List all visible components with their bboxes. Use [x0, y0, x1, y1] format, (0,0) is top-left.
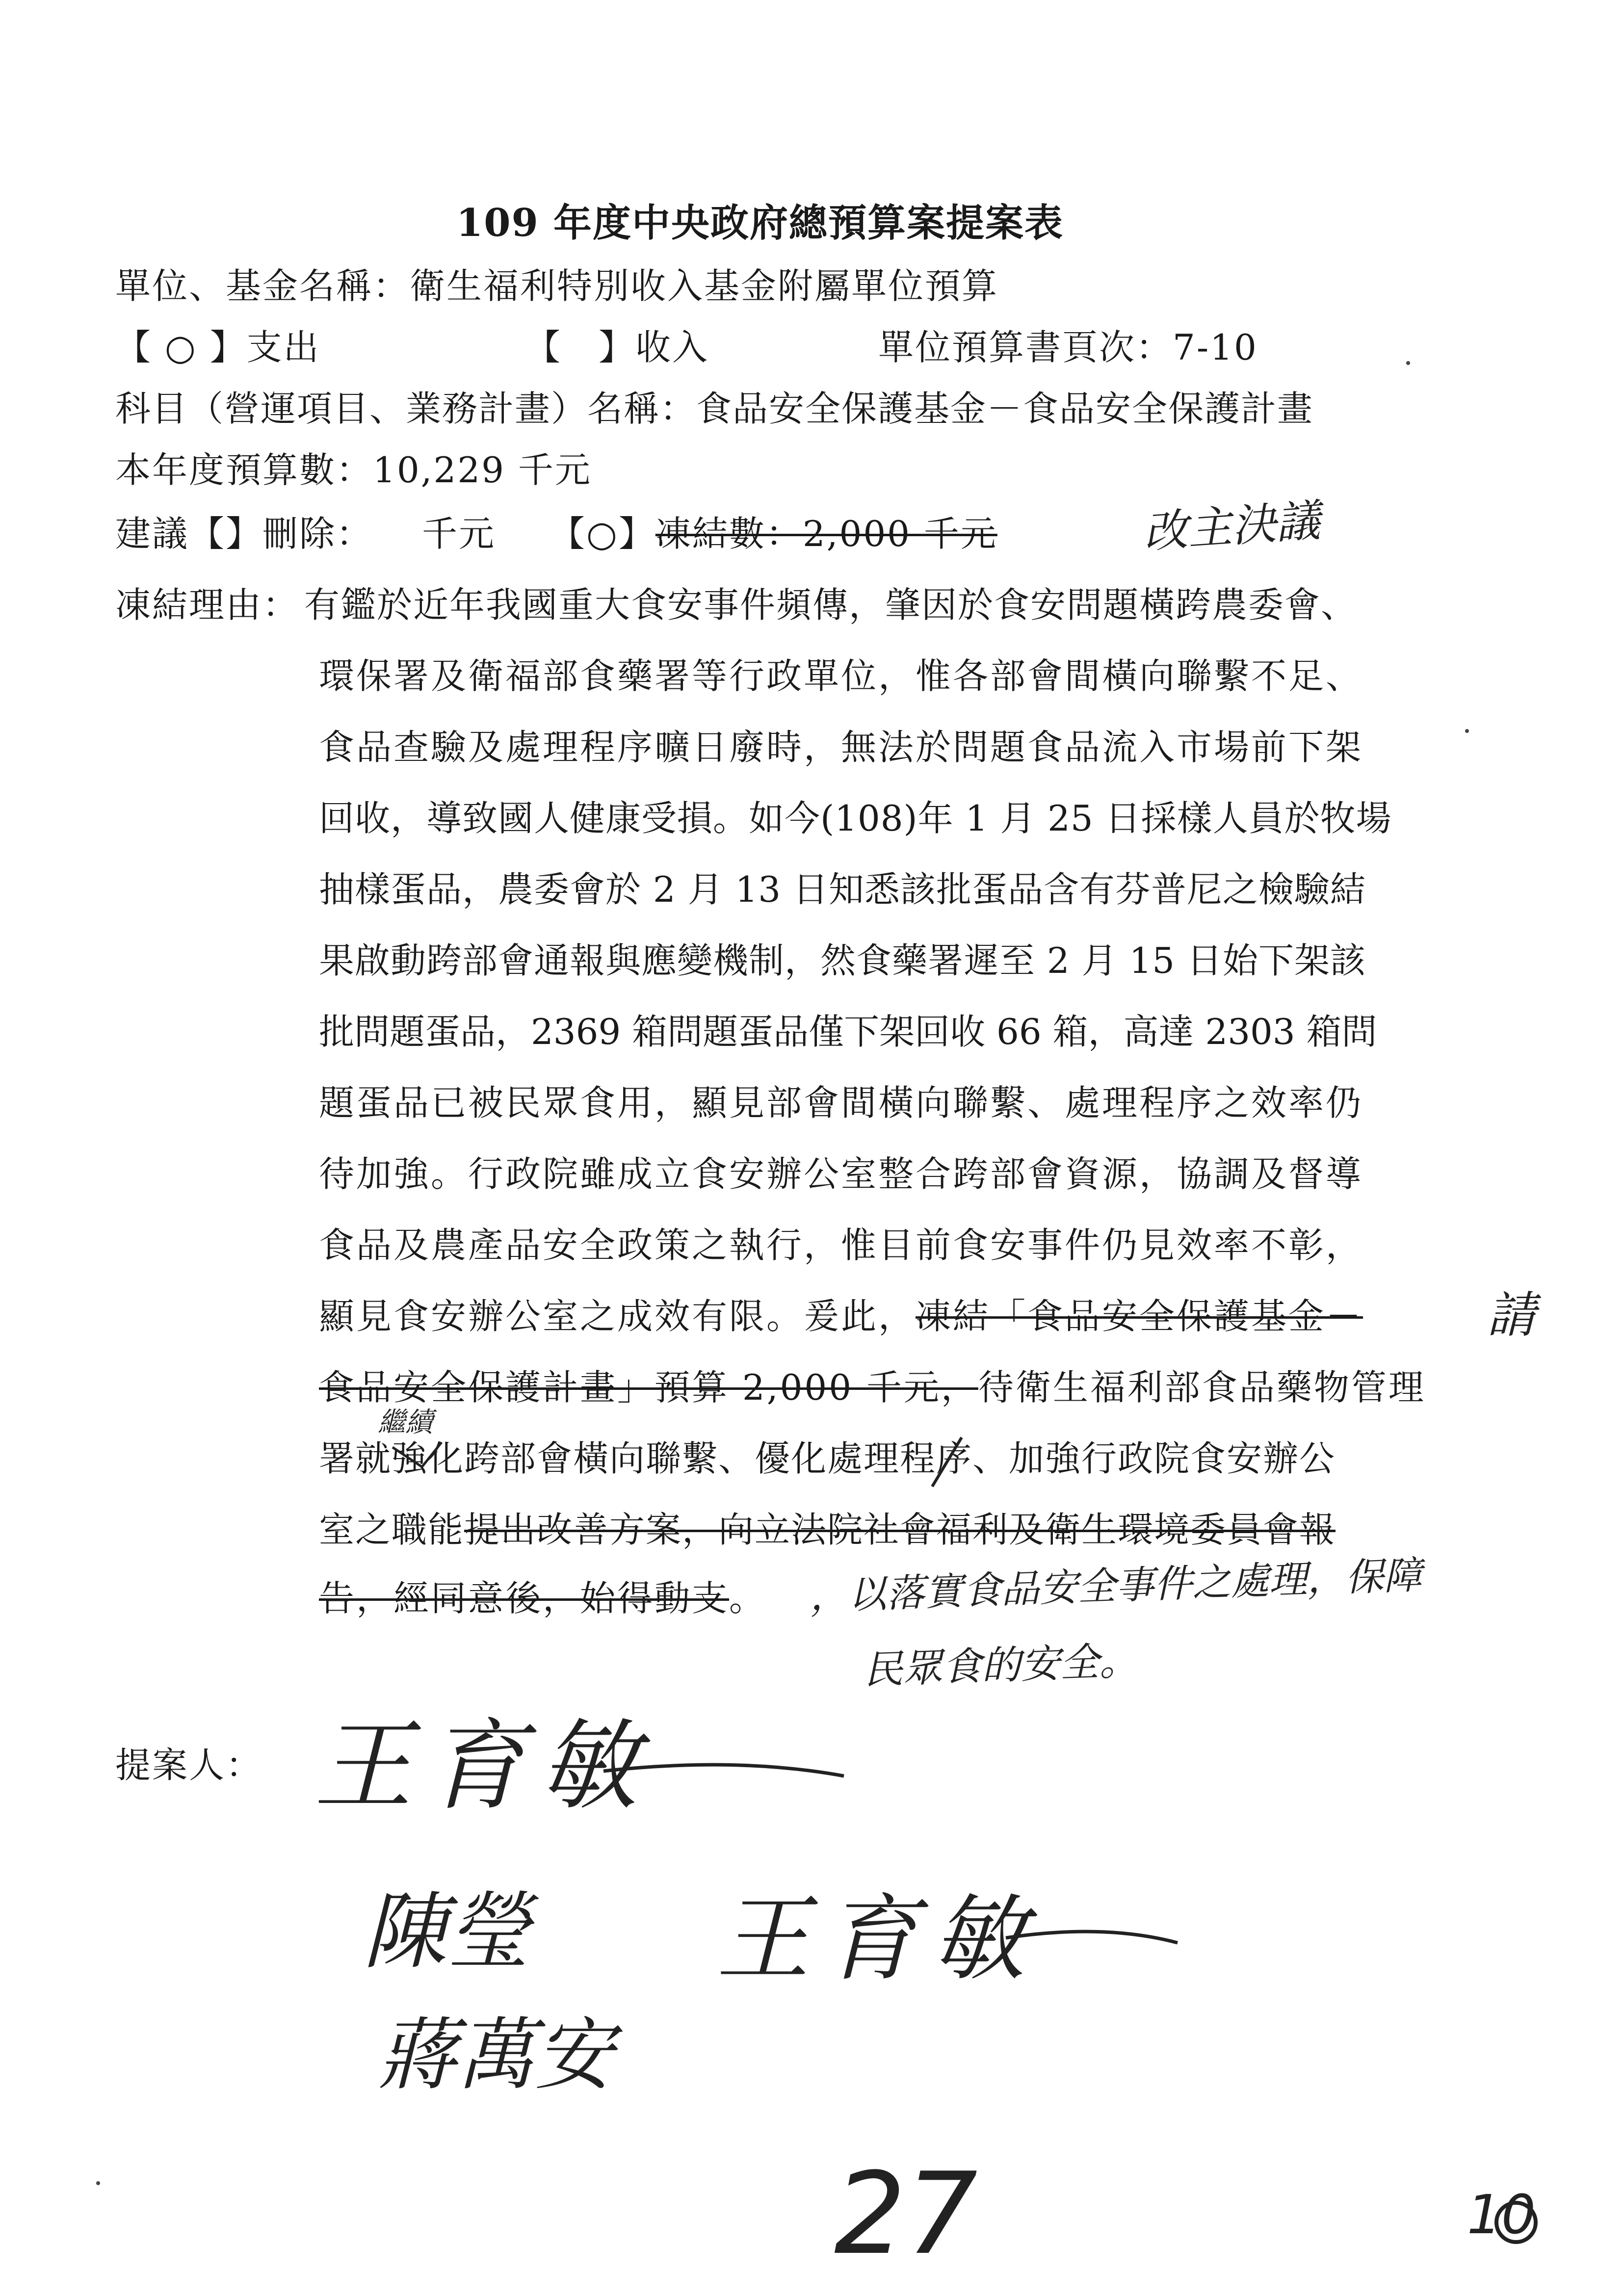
reason-text: 待衛生福利部食品藥物管理 [978, 1367, 1426, 1408]
signature: 蔣萬安 [378, 2009, 614, 2101]
signature: 王育敏 [716, 1885, 1041, 1993]
signature: 陳瑩 [363, 1883, 530, 1981]
reason-label: 凍結理由： [115, 584, 300, 626]
struck-text: 告，經同意後，始得動支 [319, 1578, 730, 1619]
expense-box: 【 ○ 】 [115, 327, 247, 368]
signature: 王育敏 [314, 1709, 653, 1824]
subject-value: 食品安全保護基金－食品安全保護計畫 [696, 388, 1314, 429]
corner-page-number: 10 [1467, 2183, 1536, 2246]
subject-label: 科目（營運項目、業務計畫）名稱： [115, 388, 697, 429]
handwritten-insert-note: 請 [1487, 1286, 1536, 1344]
budget-page-label: 單位預算書頁次： [878, 327, 1173, 368]
handwritten-resolution-note: 改主決議 [1142, 495, 1322, 559]
scan-speck [1406, 361, 1410, 365]
insertion-caret [393, 1442, 442, 1467]
reason-text: 顯見食安辦公室之成效有限。爰此， [319, 1296, 916, 1337]
freeze-amount-struck: 凍結數：2,000 千元 [655, 513, 997, 554]
proposer-label: 提案人： [115, 1745, 263, 1786]
budget-label: 本年度預算數： [115, 449, 373, 491]
reason-line: 抽樣蛋品，農委會於 2 月 13 日知悉該批蛋品含有芬普尼之檢驗結 [319, 869, 1366, 910]
page-title: 109 年度中央政府總預算案提案表 [456, 201, 1064, 245]
signature-flourish [603, 1765, 844, 1776]
reason-line: 回收，導致國人健康受損。如今(108)年 1 月 25 日採樣人員於牧場 [319, 798, 1392, 839]
expense-label: 支出 [246, 327, 320, 368]
delete-box: 【】 [189, 513, 263, 554]
struck-text: 凍結「食品安全保護基金－ [916, 1296, 1363, 1337]
reason-line: 署就強化跨部會橫向聯繫、優化處理程序、加強行政院食安辦公 [319, 1438, 1336, 1479]
scan-speck [96, 2181, 100, 2185]
reason-line: 題蛋品已被民眾食用，顯見部會間橫向聯繫、處理程序之效率仍 [319, 1082, 1363, 1123]
income-label: 收入 [635, 327, 709, 368]
struck-text: 食品安全保護計畫」預算 2,000 千元， [319, 1367, 978, 1408]
freeze-box: 【○】 [550, 513, 655, 554]
reason-text: 。 [729, 1578, 767, 1619]
reason-text: 室之職能 [319, 1509, 465, 1550]
reason-line: 食品查驗及處理程序曠日廢時，無法於問題食品流入市場前下架 [319, 727, 1363, 768]
signature-flourish [1006, 1931, 1178, 1943]
handwritten-page-number: 27 [834, 2149, 978, 2280]
income-box: 【 】 [525, 327, 636, 368]
unit-name: 衛生福利特別收入基金附屬單位預算 [410, 265, 999, 307]
budget-page-value: 7-10 [1173, 327, 1258, 368]
reason-line: 食品及農產品安全政策之執行，惟目前食安事件仍見效率不彰， [319, 1225, 1363, 1266]
delete-amount: 千元 [422, 513, 496, 554]
insertion-caret [932, 1437, 962, 1487]
scan-speck [1465, 729, 1469, 733]
corner-circle-mark [1496, 2203, 1536, 2242]
handwritten-addition: 民眾食的安全。 [863, 1638, 1139, 1693]
struck-text: 提出改善方案，向立法院社會福利及衛生環境委員會報 [464, 1509, 1336, 1550]
reason-line: 批問題蛋品，2369 箱問題蛋品僅下架回收 66 箱，高達 2303 箱問 [319, 1011, 1377, 1052]
reason-line: 待加強。行政院雖成立食安辦公室整合跨部會資源，協調及督導 [319, 1153, 1363, 1195]
delete-label: 刪除： [262, 513, 373, 554]
reason-line: 有鑑於近年我國重大食安事件頻傳，肇因於食安問題橫跨農委會、 [304, 584, 1358, 626]
reason-line: 環保署及衛福部食藥署等行政單位，惟各部會間橫向聯繫不足、 [319, 655, 1363, 697]
suggestion-label: 建議 [115, 513, 189, 554]
reason-line: 果啟動跨部會通報與應變機制，然食藥署遲至 2 月 15 日始下架該 [319, 940, 1366, 981]
unit-label: 單位、基金名稱： [115, 265, 410, 307]
handwritten-addition: ，以落實食品安全事件之處理，保障 [809, 1553, 1423, 1619]
budget-value: 10,229 千元 [373, 449, 592, 491]
handwritten-insert-note: 繼續 [378, 1407, 433, 1438]
